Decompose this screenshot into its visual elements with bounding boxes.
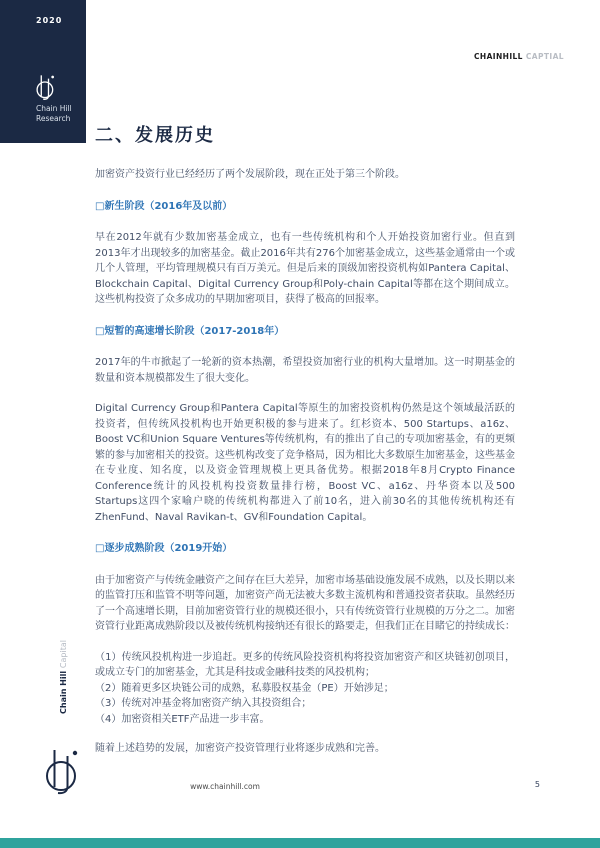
section-heading-newborn-stage: □新生阶段（2016年及以前）	[95, 200, 233, 212]
brand-wordmark-primary: CHAINHILL	[473, 52, 523, 61]
report-year: 2020	[36, 16, 63, 25]
document-body	[95, 124, 515, 757]
intro-paragraph: 加密资产投资行业已经经历了两个发展阶段，现在正处于第三个阶段。	[95, 169, 405, 180]
website-url: www.chainhill.com	[190, 782, 260, 791]
list-item: （4）加密资相关ETF产品进一步丰富。	[95, 713, 270, 725]
vertical-brand-secondary: Capital	[59, 640, 68, 669]
closing-paragraph: 随着上述趋势的发展，加密资产投资管理行业将逐步成熟和完善。	[95, 743, 385, 754]
page-number: 5	[534, 780, 540, 789]
chainhill-logo-icon	[33, 72, 59, 102]
growth-trend-list	[95, 650, 515, 728]
sidebar	[0, 0, 86, 143]
org-name-line1: Chain Hill	[36, 104, 72, 113]
section-heading-maturing-stage: □逐步成熟阶段（2019开始）	[95, 543, 233, 554]
org-name-line2: Research	[36, 114, 71, 123]
list-item: （3）传统对冲基金将加密资产纳入其投资组合；	[95, 698, 312, 709]
brand-wordmark	[474, 52, 564, 61]
vertical-brand-text	[59, 640, 68, 714]
page-title: 二、发展历史	[95, 125, 215, 146]
org-name	[36, 104, 72, 124]
paragraph: 2017年的牛市掀起了一轮新的资本热潮，希望投资加密行业的机构大量增加。这一时期基金的数量和资本规模都发生了很大变化。	[95, 357, 515, 384]
paragraph: Digital Currency Group和Pantera Capital等原生的加密投资机构仍然是这个领域最活跃的投资者，但传统风投机构也开始更积极的参与进来了。红杉资本、500 Startups、a16z、Boost VC和Union Square Ventures等传统机构，有的推出了自己的专项加密基金，有的更频繁的参与加密相关的投资。这些机构改变了竞争格局，因为相比大多数原生加密基金，这些基金在专业度、知名度，以及资金管理规模上更具备优势。根据2018年8月Crypto Finance Conference统计的风投机构投资数量排行榜，Boost VC、a16z、丹华资本以及500 Startups这四个家喻户晓的传统机构都进入了前10名，进入前30名的其他传统机构还有ZhenFund、Naval Ravikan-t、GV和Foundation Capital。	[95, 403, 515, 523]
vertical-brand-primary: Chain Hill	[59, 668, 68, 714]
paragraph: 早在2012年就有少数加密基金成立，也有一些传统机构和个人开始投资加密行业。但直到2013年才出现较多的加密基金。截止2016年共有276个加密基金成立，这些基金通常由一个或几个人管理，平均管理规模只有百万美元。但是后来的顶级加密投资机构如Pantera Capital、Blockchain Capital、Digital Currency Group和Poly-chain Capital等都在这个期间成立。这些机构投资了众多成功的早期加密项目，获得了极高的回报率。	[95, 232, 515, 305]
list-item: （1）传统风投机构进一步追赶。更多的传统风险投资机构将投资加密资产和区块链初创项目，或成立专门的加密基金，尤其是科技或金融科技类的风投机构；	[95, 651, 515, 678]
bottom-accent-bar	[0, 838, 600, 848]
paragraph: 由于加密资产与传统金融资产之间存在巨大差异，加密市场基础设施发展不成熟，以及长期以来的监管打压和监管不明等问题，加密资产尚无法被大多数主流机构和普通投资者获取。虽然经历了一个高速增长期，目前加密资管行业的规模还很小，只有传统资管行业规模的万分之二。加密资管行业距离成熟阶段以及被传统机构接纳还有很长的路要走，但我们正在目睹它的持续成长：	[95, 574, 515, 632]
section-heading-rapid-growth-stage: □短暂的高速增长阶段（2017-2018年）	[95, 325, 285, 337]
list-item: （2）随着更多区块链公司的成熟，私募股权基金（PE）开始涉足；	[95, 682, 394, 694]
brand-wordmark-secondary: CAPTIAL	[525, 52, 564, 61]
